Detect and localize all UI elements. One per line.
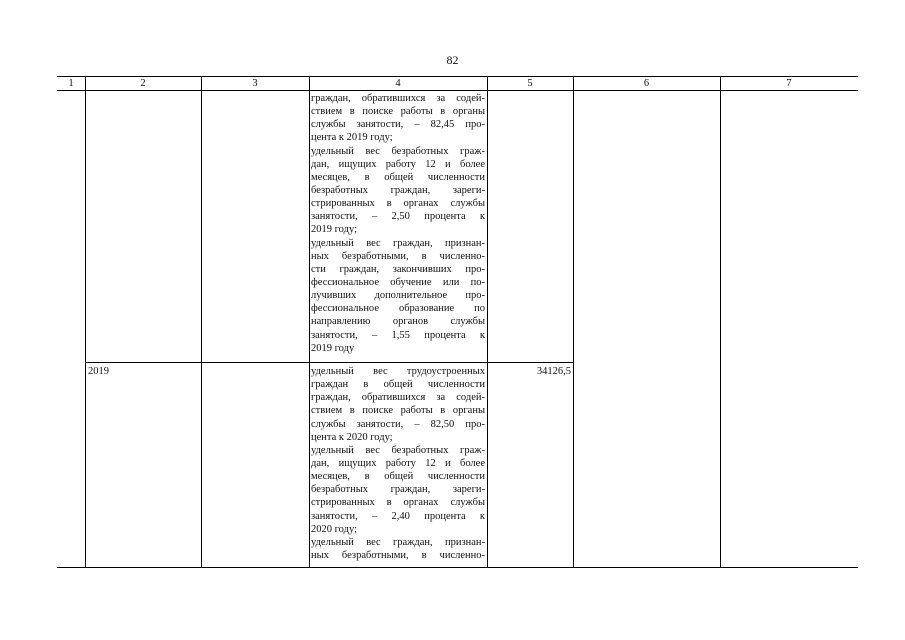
text-line: занятости, – 2,50 процента к <box>311 211 485 223</box>
text-line: граждан, обратившихся за содей- <box>311 392 485 404</box>
table-bottom-rule <box>57 567 858 568</box>
amount-cell: 34126,5 <box>536 366 571 377</box>
indicator-text-continued <box>311 92 485 355</box>
text-line: службы занятости, – 82,50 про- <box>311 418 485 430</box>
text-line: ных безработными, в численно- <box>311 250 485 262</box>
text-line: удельный вес граждан, признан- <box>311 237 485 249</box>
text-line: 2019 году; <box>311 224 357 236</box>
text-line: лучивших дополнительное про- <box>311 290 485 302</box>
text-line: граждан, обратившихся за содей- <box>311 93 485 104</box>
column-divider-5 <box>573 76 574 567</box>
column-header-6: 6 <box>643 78 650 89</box>
text-line: удельный вес безработных граж- <box>311 145 485 157</box>
text-line: службы занятости, – 82,45 про- <box>311 119 485 131</box>
text-line: дан, ищущих работу 12 и более <box>311 457 485 469</box>
column-header-2: 2 <box>140 78 146 89</box>
text-line: сти граждан, закончивших про- <box>311 263 485 275</box>
text-line: удельный вес трудоустроенных <box>311 366 485 377</box>
text-line: граждан в общей численности <box>311 379 485 391</box>
text-line: ствием в поиске работы в органы <box>311 405 485 417</box>
text-line: месяцев, в общей численности <box>311 471 485 483</box>
text-line: фессиональное обучение или по- <box>311 276 485 288</box>
text-line: направлению органов службы <box>311 316 485 328</box>
column-header-3: 3 <box>252 78 258 89</box>
text-line: стрированных в органах службы <box>311 497 485 509</box>
text-line: занятости, – 1,55 процента к <box>311 329 485 341</box>
text-line: удельный вес безработных граж- <box>311 444 485 456</box>
column-header-7: 7 <box>786 78 792 89</box>
year-cell: 2019 <box>88 366 109 377</box>
text-line: ствием в поиске работы в органы <box>311 106 485 118</box>
column-divider-2 <box>201 76 202 567</box>
table-header-rule <box>57 90 858 91</box>
column-divider-4 <box>487 76 488 567</box>
text-line: дан, ищущих работу 12 и более <box>311 158 485 170</box>
table-top-rule <box>57 76 858 77</box>
column-header-1: 1 <box>68 78 74 89</box>
column-divider-6 <box>720 76 721 567</box>
column-divider-3 <box>309 76 310 567</box>
text-line: безработных граждан, зареги- <box>311 184 485 196</box>
indicator-text <box>311 365 485 562</box>
text-line: стрированных в органах службы <box>311 198 485 210</box>
column-header-4: 4 <box>395 78 401 89</box>
text-line: 2020 году; <box>311 523 357 535</box>
row-divider <box>85 362 573 363</box>
page-number: 82 <box>446 53 459 67</box>
text-line: месяцев, в общей численности <box>311 171 485 183</box>
text-line: безработных граждан, зареги- <box>311 484 485 496</box>
text-line: занятости, – 2,40 процента к <box>311 510 485 522</box>
text-line: фессиональное образование по <box>311 303 485 315</box>
text-line: цента к 2020 году; <box>311 431 393 443</box>
text-line: удельный вес граждан, признан- <box>311 536 485 548</box>
column-divider-1 <box>85 76 86 567</box>
text-line: ных безработными, в численно- <box>311 549 485 561</box>
text-line: цента к 2019 году; <box>311 132 393 144</box>
column-header-5: 5 <box>527 78 533 89</box>
text-line: 2019 году <box>311 342 355 354</box>
